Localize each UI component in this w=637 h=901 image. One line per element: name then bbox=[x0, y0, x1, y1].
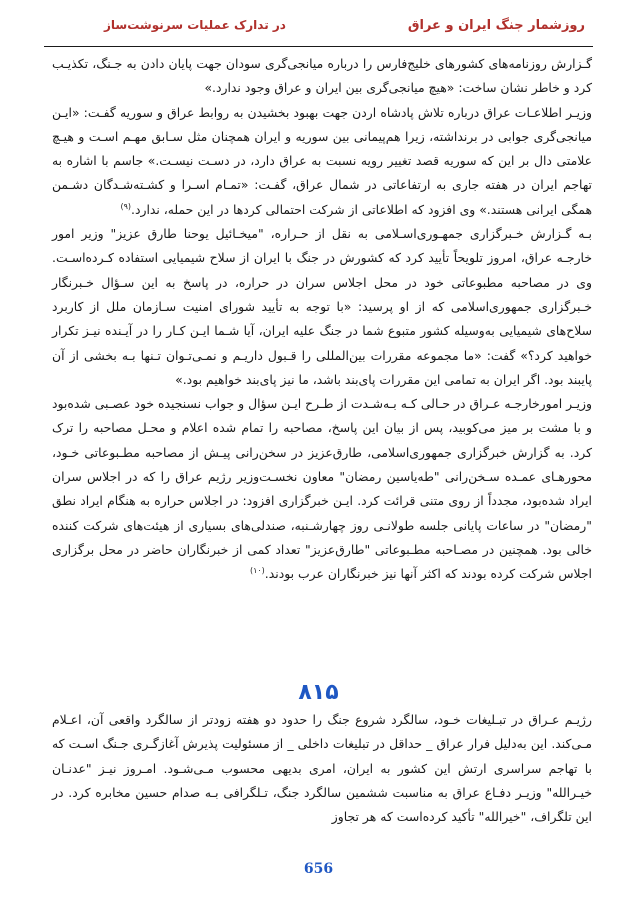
book-title: روزشمار جنگ ایران و عراق bbox=[407, 18, 585, 33]
section-title: در تدارک عملیات سرنوشت‌ساز bbox=[104, 18, 286, 32]
paragraph: وزیـر اطلاعـات عراق درباره تلاش پادشاه اردن جهت بهبود بخشیدن به روابط عراق و سوریه گفـت: «ایـن میانجی‌گری جوابی در برنداشته، زیرا هم‌پیمانی بین سوریه و ایران همچنان مثل سـابق مهـم اسـت و هیـچ علامتی دال بر این که سوریه قصد تغییر رویه نسبت به عراق دارد، در دسـت نیسـت.» جاسم با اشاره به تهاجم ایران در هفته جاری به ارتفاعاتی در شمال عراق، گفـت: «تمـام اسـرا و کشـته‌شـدگان دشـمن همگی ایرانی هستند.» وی افزود که اطلاعاتی از شرکت احتمالی کردها در این حمله، ندارد.$^{(۹)}$ bbox=[52, 104, 592, 217]
section-text bbox=[52, 708, 592, 829]
paragraph: گـزارش روزنامه‌های کشورهای خلیج‌فارس را درباره میانجی‌گری سودان جهت پایان دادن به جـنگ، تکذیـب کرد و خاطر نشان ساخت: «هیچ میانجی‌گری بین ایران و عراق وجود ندارد.» bbox=[52, 56, 592, 96]
header-rule bbox=[44, 46, 593, 47]
section-number: ۸۱۵ bbox=[298, 680, 339, 705]
paragraph: بـه گـزارش خـبرگزاری جمهـوری‌اسـلامی به نقل از حـراره، "میخـائیل یوحنا طارق عزیز" وزیر امور خارجـه عراق، امروز تلویحاً تأیید کرد که کشورش در جنگ با ایران از سلاح شیمیایی استفاده کـرده‌اسـت. وی در مصاحبه مطبوعاتی خود در محل اجلاس سران در حراره، در پاسخ به این سـؤال خـبرنگار خـبرگزاری جمهوری‌اسلامی که از او پرسید: «با توجه به تأیید شورای امنیت سـازمان ملل از کاربرد سلاح‌های شیمیایی به‌وسیله کشور متبوع شما در جنگ علیه ایران، آیا شـما ایـن کـار را در آیـنده نیـز تکرار خواهید کرد؟» گفت: «ما مجموعه مقررات بین‌المللی را قـبول داریـم و نمـی‌تـوان تـنها بـه بخشی از آن پایبند بود. اگر ایران به تمامی این مقررات پای‌بند باشد، ما نیز پای‌بند خواهیم بود.» bbox=[52, 226, 592, 387]
paragraph: وزیـر امورخارجـه عـراق در حـالی کـه بـه‌شـدت از طـرح ایـن سؤال و جواب نسنجیده خود عصـبی شده‌بود و با مشت بر میز می‌کوبید، پس از بیان این پاسخ، مصاحبه را تمام شده اعلام و محـل مصاحبه را ترک کرد. به گزارش خبرگزاری جمهوری‌اسلامی، طارق‌عزیز در سخن‌رانی پیـش از مصاحبه مطـبوعاتی خـود، محورهـای عمـده سـخن‌رانی "طه‌یاسین رمضان" معاون نخسـت‌وزیر رژیم عراق را که در اجلاس سران ایراد شده‌بود، مجدداً از روی متنی قرائت کرد. ایـن خبرگزاری افزود: در اجلاس حراره به هنگام ایراد نطق "رمضان" در ساعات پایانی جلسه طولانـی روز چهارشـنبه، صندلی‌های بسیاری از هیئت‌های شرکت کننده خالی بود. همچنین در مصـاحبه مطـبوعاتی "طارق‌عزیز" تعداد کمی از خبرنگاران حاضر در محل برگزاری اجلاس شرکت کرده بودند که اکثر آنها نیز خبرنگاران عرب بودند.$^{(۱۰)}$ bbox=[52, 396, 592, 582]
page-number: 656 bbox=[303, 861, 334, 877]
paragraph: رژیـم عـراق در تبـلیغات خـود، سالگرد شروع جنگ را حدود دو هفته زودتر از سالگرد واقعی آن، اعـلام مـی‌کند. این به‌دلیل فرار عراق _ حداقل در تبلیغات داخلی _ از مسئولیت پذیرش آغازگـری جـنگ اسـت که با تهاجم سراسری ارتش این کشور به ایران، امری بدیهی محسوب مـی‌شـود. امـروز نیـز "عدنـان خیـرالله" وزیـر دفـاع عراق به مناسبت ششمین سالگرد جنگ، تـلگرافی بـه صدام حسین مخابره کرد. در این تلگراف، "خیرالله" تأکید کرده‌است که هر تجاوز bbox=[52, 712, 592, 825]
main-text bbox=[52, 52, 592, 587]
page-header bbox=[34, 8, 603, 42]
footnote-ref: (۹) bbox=[120, 201, 131, 211]
footnote-ref: (۱۰) bbox=[249, 566, 265, 576]
